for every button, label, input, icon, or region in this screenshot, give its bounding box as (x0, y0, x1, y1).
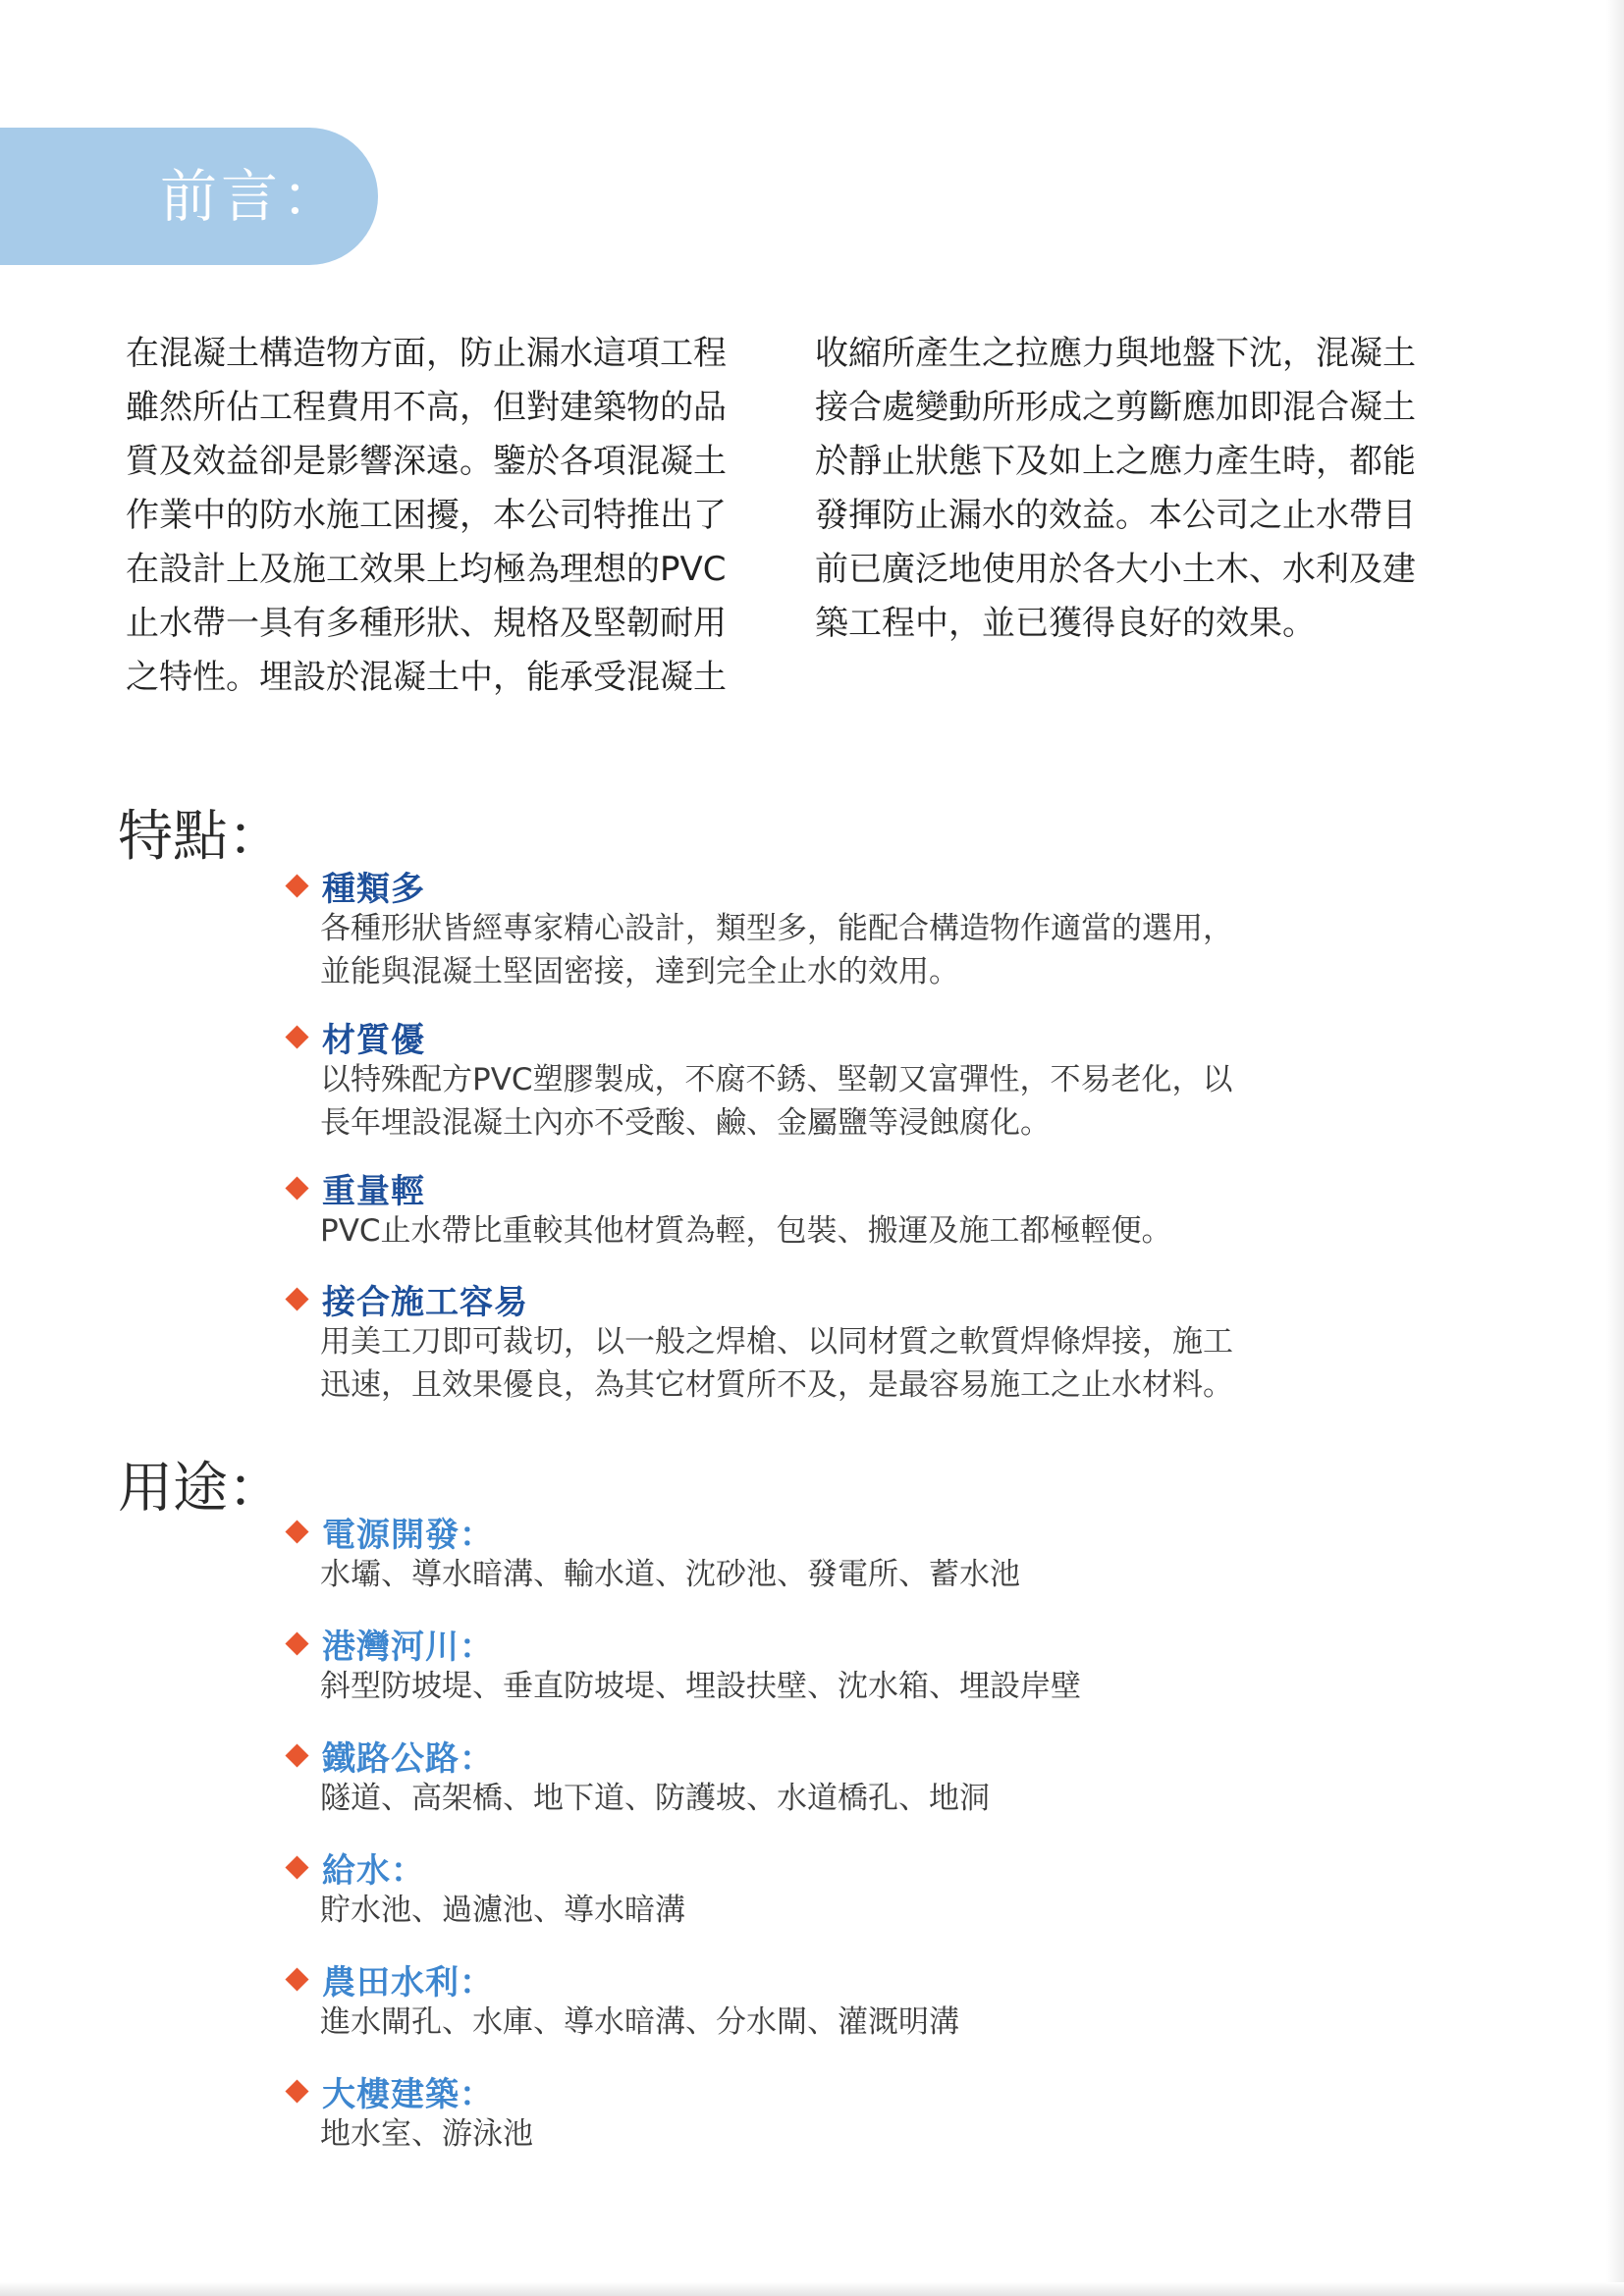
usage-title: 給水： (322, 1850, 425, 1891)
feature-title: 種類多 (322, 869, 425, 909)
usage-item (285, 1622, 1345, 1708)
feature-description-line: 並能與混凝土堅固密接，達到完全止水的效用。 (320, 954, 959, 989)
intro-line: 作業中的防水施工困擾，本公司特推出了 (126, 496, 727, 535)
feature-description (320, 1209, 1345, 1253)
usage-title: 大樓建築： (322, 2074, 494, 2114)
intro-line: 發揮防止漏水的效益。本公司之止水帶目 (815, 496, 1416, 535)
feature-item (285, 1015, 1345, 1145)
feature-description (320, 907, 1345, 993)
diamond-bullet-icon (285, 1743, 308, 1767)
diamond-bullet-icon (285, 1520, 308, 1543)
feature-description (320, 1320, 1345, 1407)
usage-heading: 用途： (118, 1457, 283, 1521)
usage-description: 進水閘孔、水庫、導水暗溝、分水閘、灌溉明溝 (320, 2004, 959, 2040)
features-heading: 特點： (118, 805, 283, 869)
feature-item (285, 1277, 1345, 1407)
intro-line: 接合處變動所形成之剪斷應加即混合凝土 (815, 388, 1416, 427)
intro-line: 止水帶一具有多種形狀、規格及堅韌耐用 (126, 604, 727, 643)
diamond-bullet-icon (285, 1855, 308, 1879)
diamond-bullet-icon (285, 2079, 308, 2103)
intro-line: 之特性。埋設於混凝土中，能承受混凝土 (126, 658, 727, 697)
intro-line: 前已廣泛地使用於各大小土木、水利及建 (815, 550, 1416, 589)
intro-line: 在混凝土構造物方面，防止漏水這項工程 (126, 334, 727, 373)
feature-description-line: 以特殊配方PVC塑膠製成，不腐不銹、堅韌又富彈性，不易老化，以 (320, 1062, 1233, 1097)
feature-title: 接合施工容易 (322, 1282, 528, 1322)
diamond-bullet-icon (285, 1176, 308, 1200)
feature-description (320, 1058, 1345, 1145)
usage-item (285, 1734, 1345, 1820)
usage-title: 鐵路公路： (322, 1738, 494, 1779)
diamond-bullet-icon (285, 1631, 308, 1655)
usage-description: 貯水池、過濾池、導水暗溝 (320, 1893, 685, 1928)
intro-line: 收縮所產生之拉應力與地盤下沈，混凝土 (815, 334, 1416, 373)
intro-line: 雖然所佔工程費用不高，但對建築物的品 (126, 388, 727, 427)
feature-item (285, 864, 1345, 993)
usage-item (285, 2069, 1345, 2156)
feature-description-line: 各種形狀皆經專家精心設計，類型多，能配合構造物作適當的選用， (320, 911, 1233, 946)
intro-line: 質及效益卻是影響深遠。鑒於各項混凝土 (126, 442, 727, 481)
diamond-bullet-icon (285, 1025, 308, 1048)
diamond-bullet-icon (285, 874, 308, 897)
feature-description-line: 用美工刀即可裁切，以一般之焊槍、以同材質之軟質焊條焊接，施工 (320, 1324, 1233, 1360)
usage-description: 隧道、高架橋、地下道、防護坡、水道橋孔、地洞 (320, 1781, 990, 1816)
intro-line: 築工程中，並已獲得良好的效果。 (815, 604, 1316, 643)
intro-title: 前言： (160, 163, 344, 230)
usage-item (285, 1510, 1345, 1596)
intro-tab (0, 128, 378, 265)
usage-title: 電源開發： (322, 1515, 494, 1555)
usage-item (285, 1957, 1345, 2044)
intro-line: 在設計上及施工效果上均極為理想的PVC (126, 550, 727, 589)
usage-item (285, 1845, 1345, 1932)
diamond-bullet-icon (285, 1287, 308, 1310)
usage-title: 港灣河川： (322, 1627, 494, 1667)
feature-description-line: 長年埋設混凝土內亦不受酸、鹼、金屬鹽等浸蝕腐化。 (320, 1105, 1051, 1141)
usage-description: 地水室、游泳池 (320, 2116, 533, 2152)
usage-title: 農田水利： (322, 1962, 494, 2002)
page-edge (1606, 0, 1624, 2296)
usage-description: 水壩、導水暗溝、輸水道、沈砂池、發電所、蓄水池 (320, 1557, 1020, 1592)
feature-title: 材質優 (322, 1020, 425, 1060)
feature-description-line: PVC止水帶比重較其他材質為輕，包裝、搬運及施工都極輕便。 (320, 1213, 1172, 1249)
feature-title: 重量輕 (322, 1171, 425, 1211)
intro-right-column (815, 327, 1483, 651)
usage-description: 斜型防坡堤、垂直防坡堤、埋設扶壁、沈水箱、埋設岸壁 (320, 1669, 1081, 1704)
intro-line: 於靜止狀態下及如上之應力產生時，都能 (815, 442, 1416, 481)
feature-item (285, 1166, 1345, 1253)
intro-left-column (126, 327, 793, 705)
page-bottom-shadow (0, 2282, 1624, 2296)
diamond-bullet-icon (285, 1967, 308, 1991)
feature-description-line: 迅速，且效果優良，為其它材質所不及，是最容易施工之止水材料。 (320, 1367, 1233, 1403)
